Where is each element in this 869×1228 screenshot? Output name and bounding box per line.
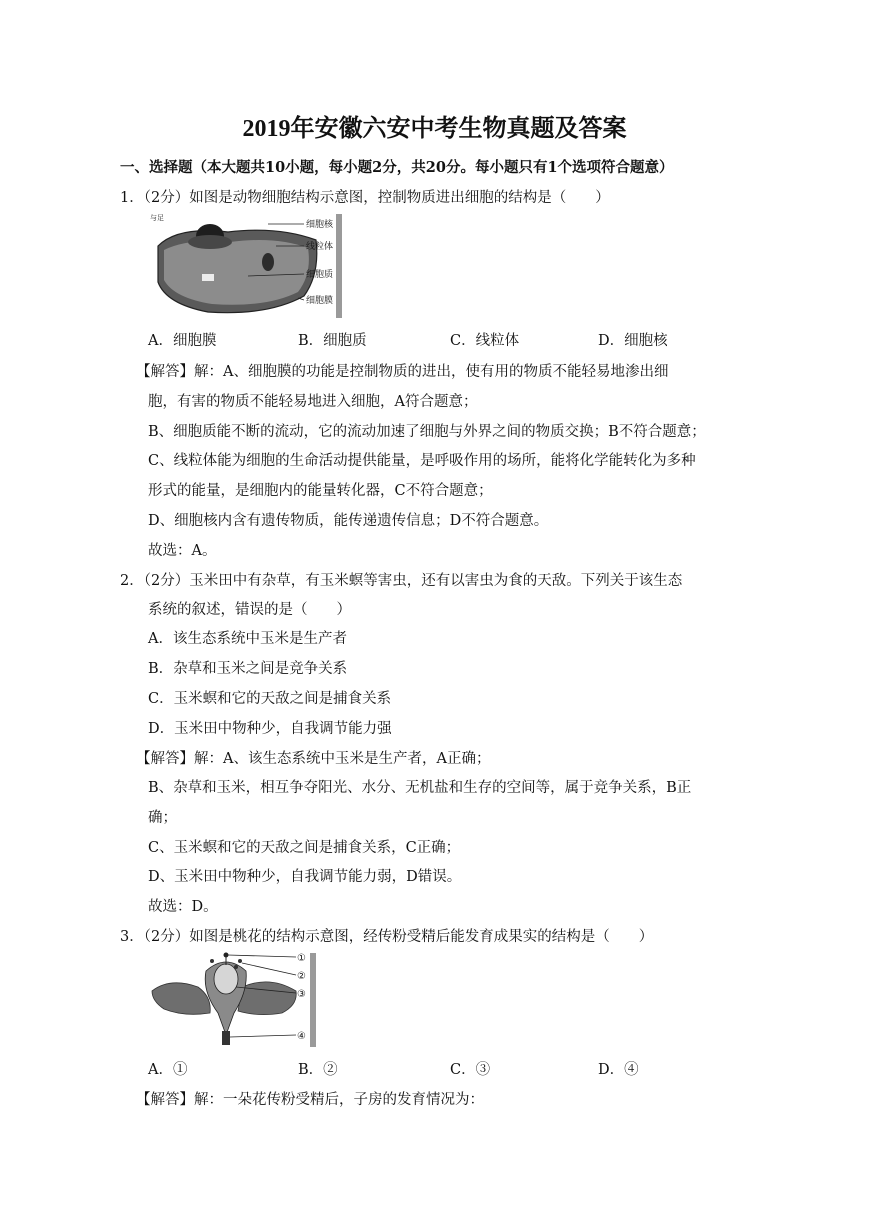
label-4: ④ xyxy=(297,1031,306,1042)
cell-corner-text: 与足 xyxy=(150,214,164,222)
q1-answer-line: D、细胞核内含有遗传物质，能传递遗传信息；D不符合题意。 xyxy=(148,513,549,529)
figure-edge-shade xyxy=(310,953,316,1047)
q1-stem: 1．（2分）如图是动物细胞结构示意图，控制物质进出细胞的结构是（ ） xyxy=(120,190,610,206)
q2-option-d: D．玉米田中物种少，自我调节能力强 xyxy=(148,721,392,737)
label-mitochondria: 线粒体 xyxy=(306,242,334,252)
q1-option-b: B．细胞质 xyxy=(298,333,367,349)
cell-diagram xyxy=(148,212,344,320)
q3-answer-line: 【解答】解：一朵花传粉受精后，子房的发育情况为： xyxy=(136,1092,484,1108)
q3-option-d: D．④ xyxy=(598,1062,639,1078)
q2-answer-line: C、玉米螟和它的天敌之间是捕食关系，C正确； xyxy=(148,840,461,856)
q1-answer-line: 胞，有害的物质不能轻易地进入细胞，A符合题意； xyxy=(148,394,478,410)
q2-answer-line: 【解答】解：A、该生态系统中玉米是生产者，A正确； xyxy=(136,751,491,767)
q1-answer-line: B、细胞质能不断的流动，它的流动加速了细胞与外界之间的物质交换；B不符合题意； xyxy=(148,424,706,440)
page-title: 2019年安徽六安中考生物真题及答案 xyxy=(242,116,627,142)
q3-option-c: C．③ xyxy=(450,1062,491,1078)
stalk-shape xyxy=(222,1031,230,1045)
label-1: ① xyxy=(297,953,306,964)
q2-answer-line: 故选：D。 xyxy=(148,899,218,915)
q1-answer-line: 形式的能量，是细胞内的能量转化器，C不符合题意； xyxy=(148,483,493,499)
q1-answer-line: 【解答】解：A、细胞膜的功能是控制物质的进出，使有用的物质不能轻易地渗出细 xyxy=(136,364,669,380)
stigma-shape xyxy=(224,953,229,958)
q2-answer-line: B、杂草和玉米，相互争夺阳光、水分、无机盐和生存的空间等，属于竞争关系，B正 xyxy=(148,780,692,796)
q1-answer-line: 故选：A。 xyxy=(148,543,217,559)
q2-answer-line: 确； xyxy=(148,810,177,826)
label-membrane: 细胞膜 xyxy=(306,296,334,306)
figure-edge-shade xyxy=(336,214,342,318)
q3-stem: 3．（2分）如图是桃花的结构示意图，经传粉受精后能发育成果实的结构是（ ） xyxy=(120,929,654,945)
vacuole-shape xyxy=(202,274,214,281)
label-nucleus: 细胞核 xyxy=(306,220,334,230)
q1-option-a: A．细胞膜 xyxy=(148,333,217,349)
cytoplasm-shape xyxy=(164,240,309,305)
peach-flower-diagram xyxy=(150,951,318,1049)
q1-answer-line: C、线粒体能为细胞的生命活动提供能量，是呼吸作用的场所，能将化学能转化为多种 xyxy=(148,453,696,469)
q1-option-c: C．线粒体 xyxy=(450,333,520,349)
ovary-shape xyxy=(214,964,238,994)
label-cytoplasm: 细胞质 xyxy=(306,270,334,280)
label-3: ③ xyxy=(297,989,306,1000)
section-header: 一、选择题（本大题共10小题，每小题2分，共20分。每小题只有1个选项符合题意） xyxy=(120,159,674,176)
q2-option-a: A．该生态系统中玉米是生产者 xyxy=(148,631,347,647)
q1-option-d: D．细胞核 xyxy=(598,333,668,349)
q2-stem-line: 2．（2分）玉米田中有杂草，有玉米螟等害虫，还有以害虫为食的天敌。下列关于该生态 xyxy=(120,573,683,589)
q2-stem-line: 系统的叙述，错误的是（ ） xyxy=(148,602,351,618)
q2-option-c: C．玉米螟和它的天敌之间是捕食关系 xyxy=(148,691,392,707)
q2-option-b: B．杂草和玉米之间是竞争关系 xyxy=(148,661,348,677)
mitochondrion-shape xyxy=(262,253,274,271)
q3-option-a: A．① xyxy=(148,1062,188,1078)
right-petal-shape xyxy=(238,982,296,1015)
label-2: ② xyxy=(297,971,306,982)
q2-answer-line: D、玉米田中物种少，自我调节能力弱，D错误。 xyxy=(148,869,462,885)
q3-option-b: B．② xyxy=(298,1062,338,1078)
